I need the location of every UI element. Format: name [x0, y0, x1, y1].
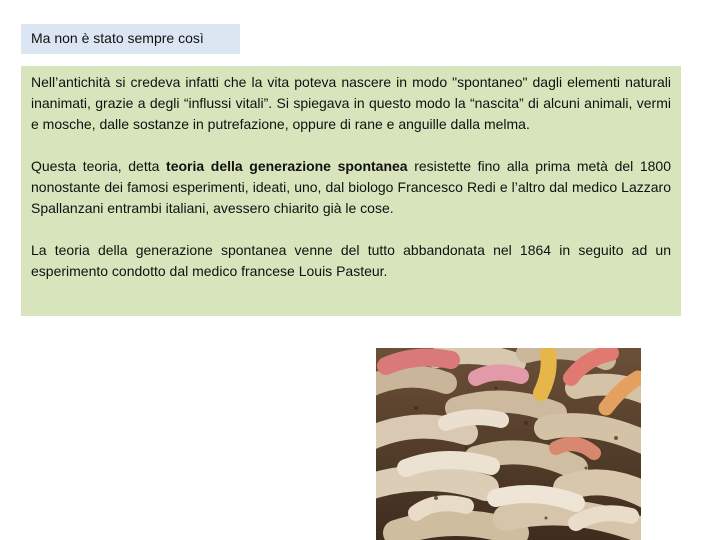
slide-title: Ma non è stato sempre così [31, 30, 204, 46]
paragraph-1: Nell’antichità si credeva infatti che la vita poteva nascere in modo "spontaneo" dagli elementi naturali inanimati, grazie a degli “influssi vitali”. Si spiegava in questo modo la “nascita” di alcuni animali, vermi e mosche, dalle sostanze in putrefazione, oppure di rane e anguille dalla melma. [31, 74, 671, 132]
maggots-photo [376, 348, 641, 540]
paragraph-3: La teoria della generazione spontanea venne del tutto abbandonata nel 1864 in seguito ad un esperimento condotto dal medico francese Louis Pasteur. [31, 242, 671, 279]
slide-title-box [21, 24, 240, 54]
paragraph-2-start: Questa teoria, detta [31, 158, 167, 174]
paragraph-2-end: resistette fino alla prima metà del 1800 nonostante dei famosi esperimenti, ideati, uno, dal biologo Francesco Redi e l’altro dal medico Lazzaro Spallanzani entrambi italiani, avessero chiarito già le cose. [31, 158, 672, 216]
maggots-illustration [376, 348, 641, 540]
paragraph-2 [31, 156, 671, 219]
body-text-box [21, 66, 681, 316]
paragraph-2-highlight: teoria della generazione spontanea [166, 158, 408, 174]
